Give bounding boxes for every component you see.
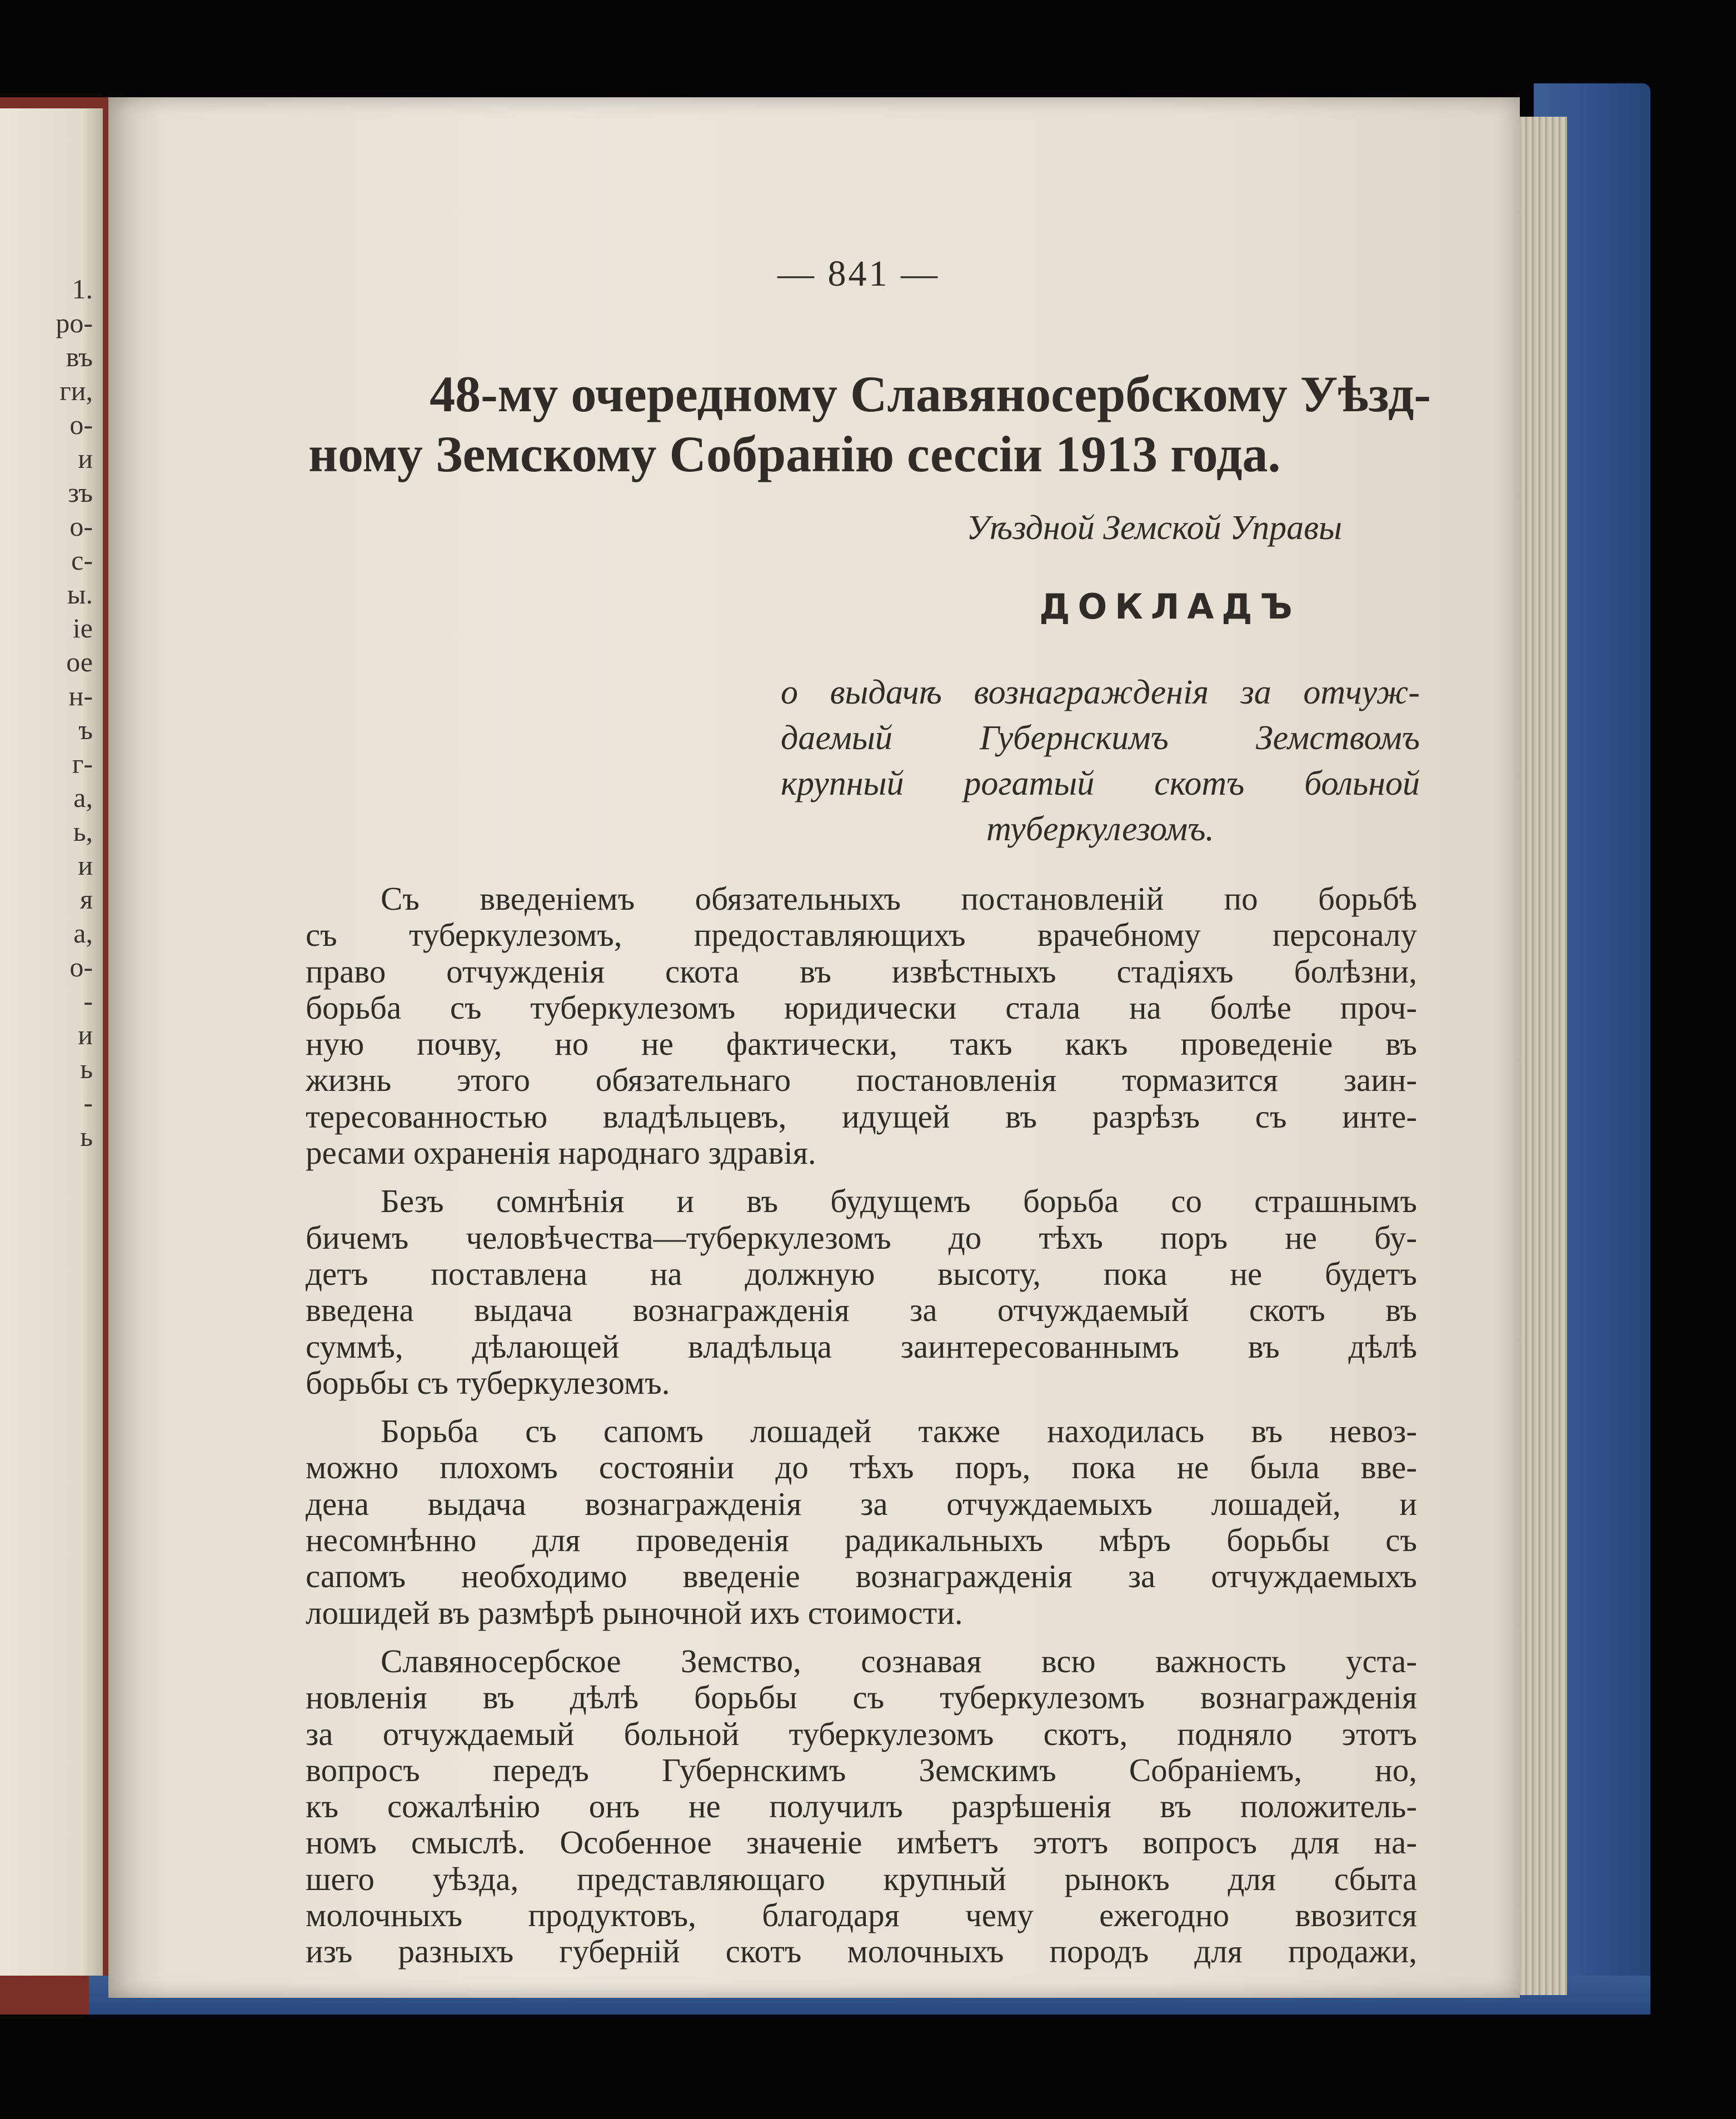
left-page-fragment: ь, [73, 816, 93, 847]
text-line: Славяносербское Земство, сознавая всю важность уста- [381, 1642, 1417, 1679]
text-line: тересованностью владѣльцевъ, идущей въ разрѣзъ съ инте- [306, 1098, 1417, 1135]
left-page-fragment: о- [69, 951, 93, 983]
left-page-fragment: с- [71, 545, 93, 576]
text-line: борьба съ туберкулезомъ юридически стала на болѣе проч- [306, 989, 1417, 1026]
paragraph [306, 1643, 1417, 1970]
text-line: къ сожалѣнію онъ не получилъ разрѣшенія въ положитель- [306, 1788, 1417, 1825]
issuer-line: Уѣздной Земской Управы [966, 509, 1342, 547]
left-page-fragment: н- [68, 680, 93, 711]
text-line: изъ разныхъ губерній скотъ молочныхъ породъ для продажи, [306, 1933, 1417, 1970]
left-page-fragment: въ [66, 341, 93, 372]
document-title [308, 364, 1431, 484]
report-subject [781, 670, 1420, 852]
page-number: — 841 — [777, 253, 940, 294]
title-line-2: ному Земскому Собранію сессіи 1913 года. [308, 426, 1281, 482]
left-facing-page [0, 108, 103, 1976]
text-line: молочныхъ продуктовъ, благодаря чему ежегодно ввозится [306, 1897, 1417, 1934]
title-line-1: 48-му очередному Славяносербскому Уѣзд- [430, 366, 1431, 422]
subject-line: туберкулезомъ. [986, 810, 1214, 848]
left-page-fragment: ь [80, 1053, 93, 1084]
text-line: Борьба съ сапомъ лошадей также находилась въ невоз- [381, 1413, 1417, 1450]
left-page-fragment: - [83, 1087, 93, 1118]
left-page-fragment: 1. [72, 273, 93, 305]
subject-line: о выдачѣ вознагражденія за отчуж- [781, 674, 1420, 711]
text-line: новленія въ дѣлѣ борьбы съ туберкулезомъ вознагражденія [306, 1679, 1417, 1716]
subject-line: крупный рогатый скотъ больной [781, 765, 1420, 802]
text-line: шего уѣзда, представляющаго крупный рынокъ для сбыта [306, 1860, 1417, 1897]
left-page-fragment: я [80, 884, 93, 915]
report-heading: ДОКЛАДЪ [1039, 586, 1300, 627]
text-line: номъ смыслѣ. Особенное значеніе имѣетъ этотъ вопросъ для на- [306, 1824, 1417, 1861]
text-line: суммѣ, дѣлающей владѣльца заинтересованнымъ въ дѣлѣ [306, 1328, 1417, 1365]
text-line: борьбы съ туберкулезомъ. [306, 1364, 670, 1401]
text-line: Безъ сомнѣнія и въ будущемъ борьба со страшнымъ [381, 1183, 1417, 1220]
text-line: дена выдача вознагражденія за отчуждаемыхъ лошадей, и [306, 1485, 1417, 1522]
paragraph [306, 1183, 1417, 1401]
text-line: ресами охраненія народнаго здравія. [306, 1134, 816, 1171]
text-line: введена выдача вознагражденія за отчуждаемый скотъ въ [306, 1292, 1417, 1329]
text-line: Съ введеніемъ обязательныхъ постановленій по борьбѣ [381, 880, 1417, 917]
left-page-fragment: - [83, 985, 93, 1016]
text-line: жизнь этого обязательнаго постановленія тормазится заин- [306, 1061, 1417, 1099]
text-line: несомнѣнно для проведенія радикальныхъ мѣръ борьбы съ [306, 1522, 1417, 1559]
left-page-fragment: г- [72, 748, 93, 779]
left-page-fragment: ро- [56, 307, 93, 338]
text-line: детъ поставлена на должную высоту, пока не будетъ [306, 1255, 1417, 1292]
text-line: вопросъ передъ Губернскимъ Земскимъ Собраніемъ, но, [306, 1751, 1417, 1788]
paragraph [306, 881, 1417, 1171]
body-text [306, 881, 1417, 1982]
paragraph [306, 1413, 1417, 1631]
left-page-fragment: ъ [78, 714, 93, 745]
text-line: бичемъ человѣчества—туберкулезомъ до тѣхъ поръ не бу- [306, 1219, 1417, 1256]
text-line: сапомъ необходимо введеніе вознагражденія за отчуждаемыхъ [306, 1558, 1417, 1595]
left-page-fragment: ь [80, 1121, 93, 1152]
left-page-fragment: и [78, 1019, 93, 1050]
left-page-fragment: зъ [68, 477, 93, 508]
text-line: за отчуждаемый больной туберкулезомъ скотъ, подняло этотъ [306, 1715, 1417, 1752]
left-page-fragment: и [78, 443, 93, 474]
text-line: ную почву, но не фактически, такъ какъ проведеніе въ [306, 1025, 1417, 1063]
text-line: можно плохомъ состояніи до тѣхъ поръ, пока не была вве- [306, 1449, 1417, 1486]
text-line: право отчужденія скота въ извѣстныхъ стадіяхъ болѣзни, [306, 953, 1417, 990]
subject-line: даемый Губернскимъ Земствомъ [781, 719, 1420, 757]
left-page-fragment: о- [69, 409, 93, 440]
document-page [108, 97, 1520, 1998]
left-page-fragment: а, [73, 782, 93, 813]
left-page-fragment: и [78, 850, 93, 881]
left-page-fragment: ги, [59, 375, 93, 406]
left-page-fragment: ie [72, 612, 93, 644]
left-page-fragment: о- [69, 511, 93, 542]
left-page-fragment: а, [73, 918, 93, 949]
left-page-fragment: ое [66, 646, 93, 677]
text-line: съ туберкулезомъ, предоставляющихъ врачебному персоналу [306, 916, 1417, 954]
text-line: лошидей въ размѣрѣ рыночной ихъ стоимости. [306, 1594, 963, 1631]
left-page-fragment: ы. [67, 579, 93, 610]
